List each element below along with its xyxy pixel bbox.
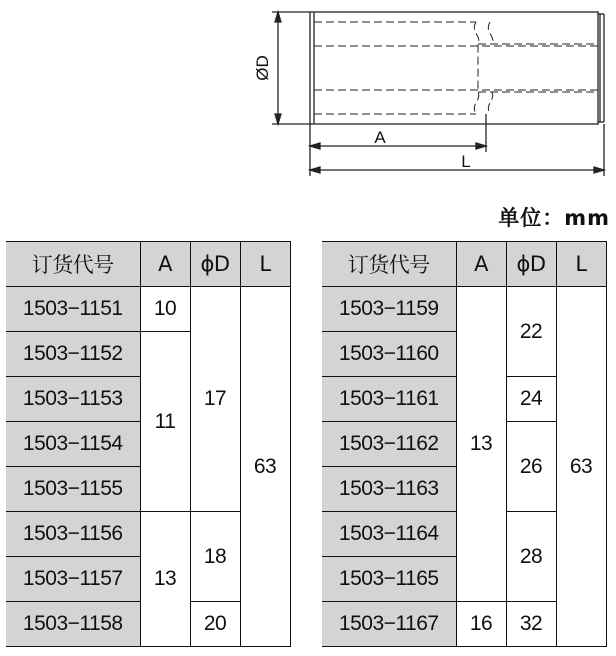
order-code: 1503−1151 (6, 287, 140, 332)
l-value: 63 (556, 287, 606, 647)
order-code: 1503−1167 (322, 602, 456, 647)
order-code: 1503−1165 (322, 557, 456, 602)
order-code: 1503−1160 (322, 332, 456, 377)
header-code: 订货代号 (6, 242, 140, 287)
order-code: 1503−1159 (322, 287, 456, 332)
order-code: 1503−1164 (322, 512, 456, 557)
order-code: 1503−1161 (322, 377, 456, 422)
header-code: 订货代号 (322, 242, 456, 287)
a-value: 16 (456, 602, 506, 647)
order-code: 1503−1157 (6, 557, 140, 602)
order-code: 1503−1163 (322, 467, 456, 512)
a-value: 10 (140, 287, 190, 332)
table-row (322, 287, 606, 332)
d-value: 18 (190, 512, 240, 602)
d-value: 22 (506, 287, 556, 377)
header-l: L (240, 242, 290, 287)
dim-l-label: L (461, 152, 471, 171)
order-code: 1503−1154 (6, 422, 140, 467)
d-value: 28 (506, 512, 556, 602)
a-value: 13 (456, 287, 506, 602)
order-code: 1503−1153 (6, 377, 140, 422)
header-a: A (140, 242, 190, 287)
order-code: 1503−1156 (6, 512, 140, 557)
l-value: 63 (240, 287, 290, 647)
spec-table-1 (6, 241, 291, 647)
header-a: A (456, 242, 506, 287)
dim-a-label: A (374, 128, 386, 147)
d-value: 24 (506, 377, 556, 422)
order-code: 1503−1162 (322, 422, 456, 467)
spec-table-2 (322, 241, 607, 647)
dim-d-label: ØD (253, 55, 272, 81)
d-value: 32 (506, 602, 556, 647)
header-l: L (556, 242, 606, 287)
order-code: 1503−1152 (6, 332, 140, 377)
header-d: ϕD (190, 242, 240, 287)
unit-label: 单位：mm (498, 206, 610, 230)
pin-drawing (0, 0, 616, 190)
a-value: 11 (140, 332, 190, 512)
order-code: 1503−1158 (6, 602, 140, 647)
d-value: 17 (190, 287, 240, 512)
order-code: 1503−1155 (6, 467, 140, 512)
table-row (6, 287, 290, 332)
header-d: ϕD (506, 242, 556, 287)
d-value: 26 (506, 422, 556, 512)
a-value: 13 (140, 512, 190, 647)
pin-outline (310, 12, 598, 124)
d-value: 20 (190, 602, 240, 647)
